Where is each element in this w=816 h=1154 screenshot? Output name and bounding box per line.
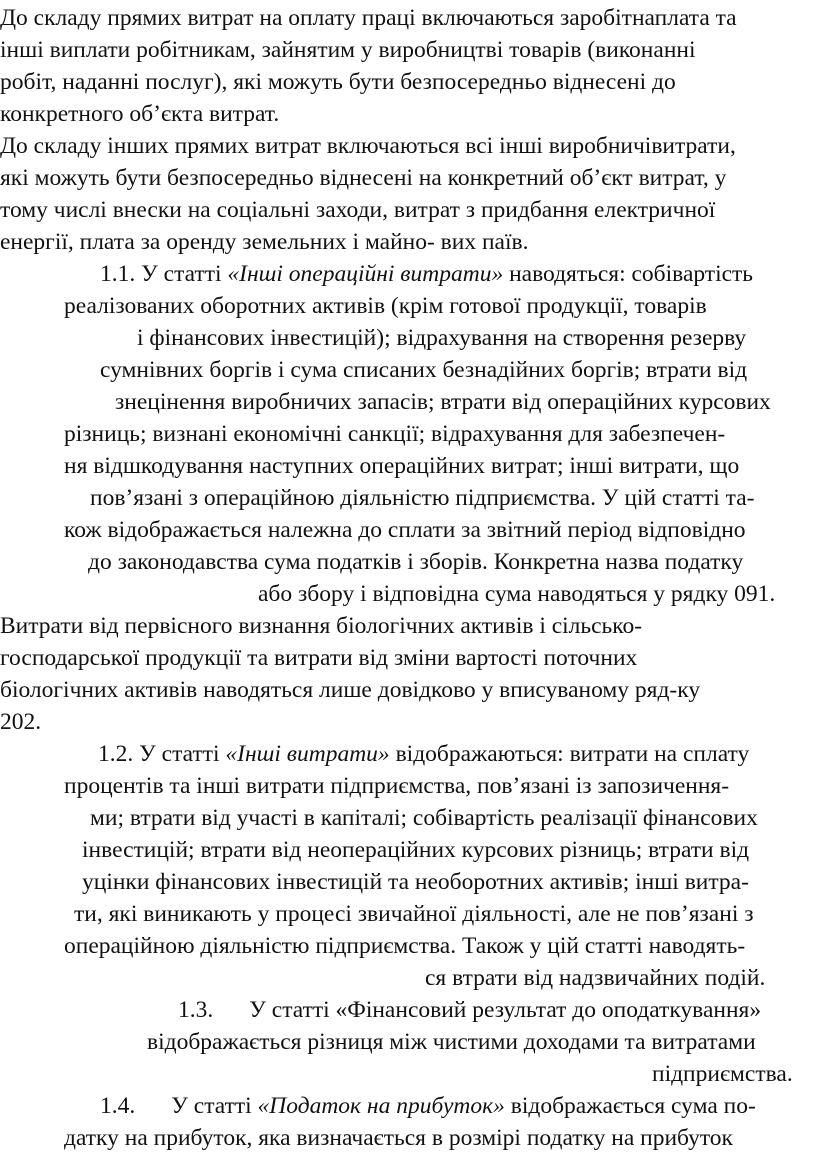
section-number: 1.1.: [100, 261, 136, 287]
section-number: 1.2.: [98, 741, 134, 767]
section-1-4-heading: 1.4. У статті «Податок на прибуток» відображається сума по-: [100, 1093, 756, 1119]
text-line: кож відображається належна до сплати за звітний період відповідно: [64, 517, 746, 543]
section-1-3-heading: 1.3. У статті «Фінансовий результат до оподаткування»: [178, 997, 762, 1023]
text-line: операційною діяльністю підприємства. Також у цій статті наводять-: [64, 933, 746, 959]
text-line: ся втрати від надзвичайних подій.: [425, 965, 766, 991]
section-1-2-heading: 1.2. У статті «Інші витрати» відображаються: витрати на сплату: [98, 741, 750, 767]
text-line: пов’язані з операційною діяльністю підприємства. У цій статті та-: [90, 485, 755, 511]
text-line: До складу інших прямих витрат включаються всі інші виробничівитрати,: [0, 133, 736, 159]
item-title: «Інші витрати»: [225, 741, 390, 767]
text-line: процентів та інші витрати підприємства, пов’язані із запозичення-: [64, 773, 730, 799]
text-line: уцінки фінансових інвестицій та необоротних активів; інші витра-: [82, 869, 749, 895]
text-line: інвестицій; втрати від неопераційних курсових різниць; втрати від: [82, 837, 750, 863]
text-line: ми; втрати від участі в капіталі; собівартість реалізації фінансових: [90, 805, 758, 831]
text-line: енергії, плата за оренду земельних і майно- вих паїв.: [0, 229, 529, 255]
text-line: різниць; визнані економічні санкції; відрахування для забезпечен-: [64, 421, 726, 447]
section-number: 1.4.: [100, 1093, 136, 1119]
text-line: 202.: [0, 709, 42, 735]
text-line: робіт, наданні послуг), які можуть бути безпосередньо віднесені до: [0, 69, 676, 95]
text-line: тому числі внески на соціальні заходи, витрат з придбання електричної: [0, 197, 716, 223]
item-title: «Податок на прибуток»: [257, 1093, 505, 1119]
text-line: біологічних активів наводяться лише довідково у вписуваному ряд-ку: [0, 677, 701, 703]
text-line: конкретного об’єкта витрат.: [0, 101, 280, 127]
section-number: 1.3.: [178, 997, 214, 1023]
text-line: відображається різниця між чистими доходами та витратами: [147, 1029, 756, 1055]
text-line: знецінення виробничих запасів; втрати від операційних курсових: [115, 389, 771, 415]
text-line: до законодавства сума податків і зборів. Конкретна назва податку: [88, 549, 744, 575]
text-line: Витрати від первісного визнання біологічних активів і сільсько-: [0, 613, 643, 639]
text-line: реалізованих оборотних активів (крім готової продукції, товарів: [64, 293, 707, 319]
text-line: або збору і відповідна сума наводяться у рядку 091.: [258, 581, 776, 607]
text-line: датку на прибуток, яка визначається в розмірі податку на прибуток: [64, 1125, 733, 1151]
paragraph-direct-labor-costs: [0, 2, 812, 34]
section-1-1-heading: 1.1. У статті «Інші операційні витрати» наводяться: собівартість: [100, 261, 754, 287]
text-line: До складу прямих витрат на оплату праці включаються заробітнаплата та: [0, 5, 737, 31]
text-line: і фінансових інвестицій); відрахування на створення резерву: [137, 325, 747, 351]
text-line: підприємства.: [652, 1061, 793, 1087]
text-line: ня відшкодування наступних операційних витрат; інші витрати, що: [64, 453, 740, 479]
text-line: які можуть бути безпосередньо віднесені на конкретний об’єкт витрат, у: [0, 165, 727, 191]
text-line: сумнівних боргів і сума списаних безнадійних боргів; втрати від: [100, 357, 748, 383]
text-line: інші виплати робітникам, зайнятим у виробництві товарів (виконанні: [0, 37, 696, 63]
item-title: «Інші операційні витрати»: [227, 261, 504, 287]
text-line: ти, які виникають у процесі звичайної діяльності, але не пов’язані з: [74, 901, 754, 927]
text-line: господарської продукції та витрати від зміни вартості поточних: [0, 645, 638, 671]
